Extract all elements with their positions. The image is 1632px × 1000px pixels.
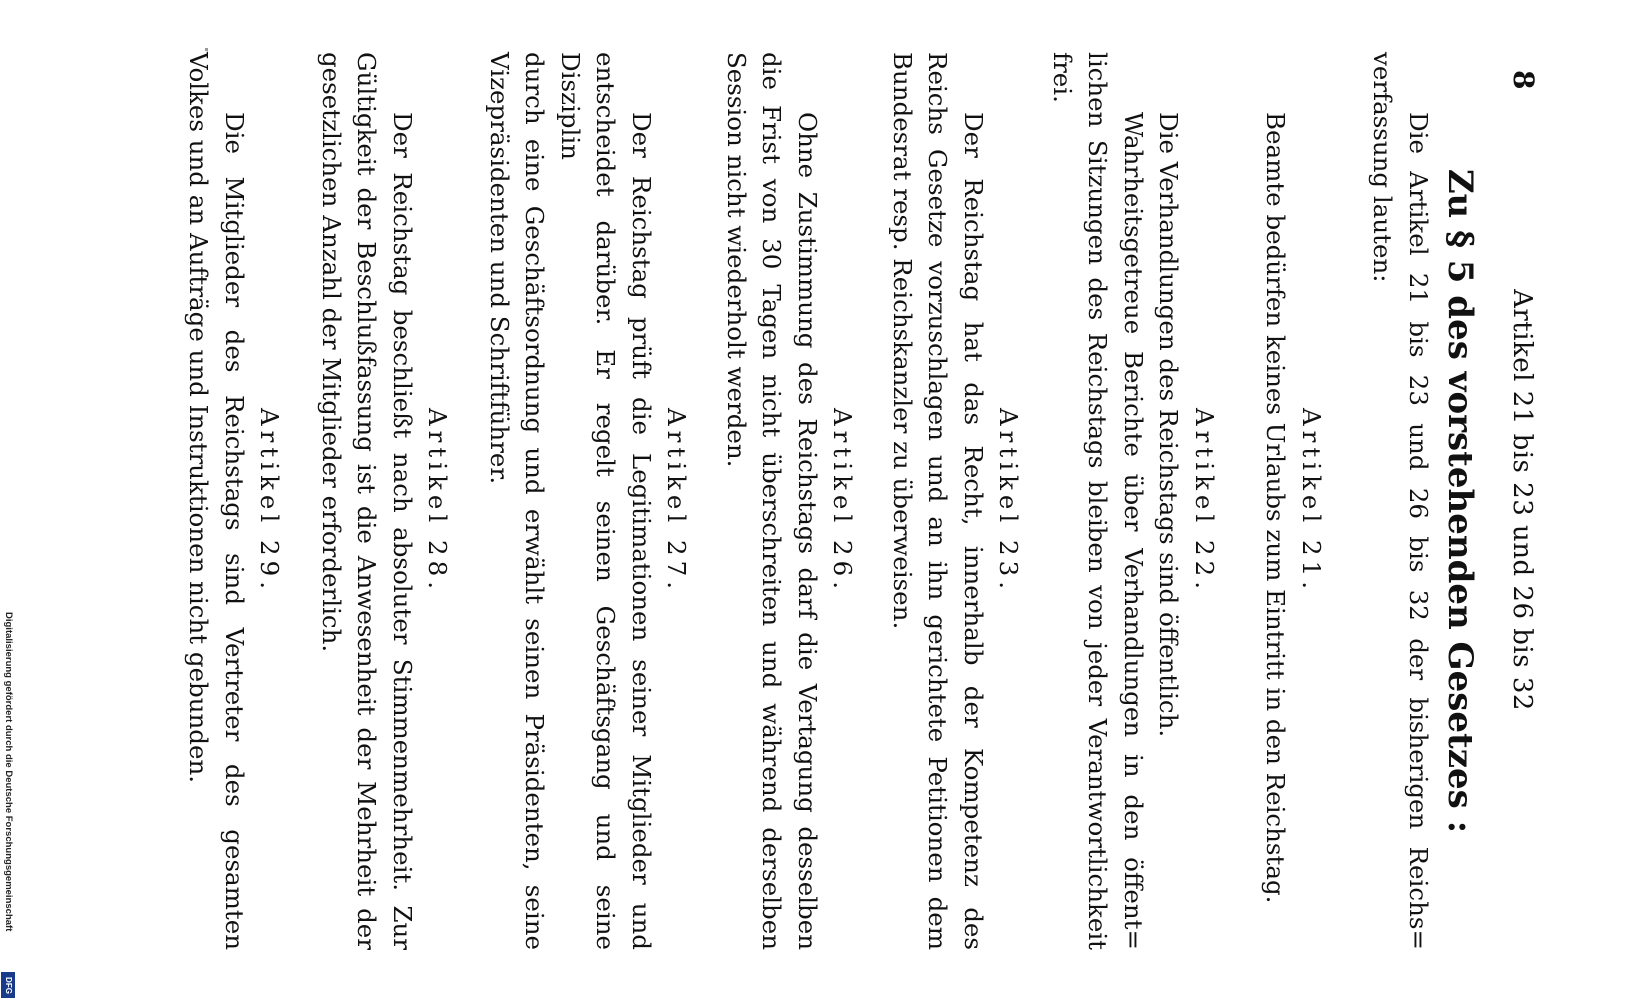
- dfg-logo: [1, 972, 15, 998]
- article-line: Der Reichstag prüft die Legitimationen seiner Mitglieder und: [627, 112, 656, 950]
- article-line: Der Reichstag beschließt nach absoluter Stimmenmehrheit. Zur: [388, 112, 417, 950]
- article-heading: Artikel 27.: [662, 407, 692, 595]
- article-heading: Artikel 22.: [1190, 407, 1219, 595]
- intro-line: verfassung lauten:: [1368, 52, 1398, 283]
- article-line: Beamte bedürfen keines Urlaubs zum Eintritt in den Reichstag.: [1261, 112, 1291, 904]
- page-number: 8: [1507, 70, 1540, 90]
- article-heading: Artikel 28.: [423, 407, 453, 595]
- article-line: Vizepräsidenten und Schriftführer.: [485, 52, 514, 485]
- article-line: Reichs Gesetze vorzuschlagen und an ihn gerichtete Petitionen dem: [923, 52, 953, 950]
- article-line: Ohne Zustimmung des Reichstags darf die Vertagung desselben: [793, 112, 822, 950]
- article-line: gesetzlichen Anzahl der Mitglieder erforderlich.: [317, 52, 346, 653]
- article-heading: Artikel 29.: [255, 407, 285, 595]
- article-heading: Artikel 23.: [994, 407, 1024, 595]
- digitization-credit: [0, 612, 16, 992]
- article-line: die Frist von 30 Tagen nicht überschreiten und während derselben: [757, 52, 787, 950]
- article-line: Session nicht wiederholt werden.: [722, 52, 751, 468]
- article-line: durch eine Geschäftsordnung und erwählt seinen Präsidenten, seine: [520, 52, 550, 950]
- article-line: lichen Sitzungen des Reichstags bleiben von jeder Verantwortlichkeit: [1083, 52, 1113, 950]
- article-line: Wahrheitsgetreue Berichte über Verhandlungen in den öffent=: [1119, 112, 1148, 950]
- article-heading: Artikel 26.: [828, 407, 858, 595]
- running-head: Artikel 21 bis 23 und 26 bis 32: [1507, 289, 1537, 711]
- article-line: Der Reichstag hat das Recht, innerhalb der Kompetenz des: [959, 112, 988, 950]
- article-line: frei.: [1048, 52, 1077, 103]
- credit-text: Digitalisierung gefördert durch die Deutsche Forschungsgemeinschaft: [3, 612, 14, 932]
- article-line: Gültigkeit der Beschlußfassung ist die Anwesenheit der Mehrheit der: [352, 52, 382, 950]
- article-line: entscheidet darüber. Er regelt seinen Geschäftsgang und seine Disziplin: [556, 52, 621, 950]
- article-heading: Artikel 21.: [1297, 407, 1326, 595]
- article-line: Die Mitglieder des Reichstags sind Vertreter des gesamten: [220, 112, 249, 950]
- dfg-logo-text: DFG: [3, 976, 13, 994]
- article-line: Die Verhandlungen des Reichstags sind öffentlich.: [1154, 112, 1184, 738]
- intro-line: Die Artikel 21 bis 23 und 26 bis 32 der bisherigen Reichs=: [1404, 112, 1433, 950]
- article-line: Bundesrat resp. Reichskanzler zu überweisen.: [888, 52, 917, 630]
- article-line: Volkes und an Aufträge und Instruktionen nicht gebunden.: [184, 52, 214, 784]
- document-body: [181, 52, 1492, 950]
- section-title: Zu § 5 des vorstehenden Gesetzes :: [1440, 168, 1480, 834]
